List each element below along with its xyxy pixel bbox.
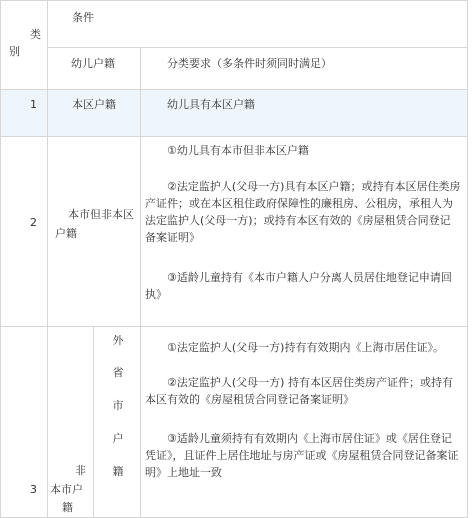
- header-category-cell: [0, 0, 48, 90]
- row1-number: 1: [30, 98, 37, 111]
- row2-requirement-2: ②法定监护人(父母一方)具有本区户籍；或持有本区居住类房产证件；或在本区租住政府保障性的廉租房、公租房，承租人为法定监护人(父母一方)；或持有本区有效的《房屋租赁合同登记备案证明》: [145, 180, 461, 244]
- row2-requirement-3: ③适龄儿童持有《本市户籍人户分离人员居住地登记申请回执》: [145, 271, 452, 301]
- row3-subtype-char: 外: [112, 334, 124, 347]
- row3-number-cell: [0, 326, 48, 518]
- row3-subtype-char: 市: [112, 399, 124, 412]
- row3-subtype-char: 籍: [112, 465, 124, 478]
- row3-number: 3: [30, 483, 37, 496]
- header-requirements: 分类要求（多条件时须同时满足）: [167, 57, 332, 70]
- row1-number-cell: [0, 89, 48, 137]
- row1-requirement: 幼儿具有本区户籍: [167, 98, 255, 111]
- row3-subtype-char: 省: [112, 366, 124, 379]
- row2-registration-line2: 户籍: [55, 227, 77, 240]
- header-category-top: 类: [30, 28, 41, 41]
- header-registration: 幼儿户籍: [71, 57, 115, 70]
- row3-requirement-1: ①法定监护人(父母一方)持有有效期内《上海市居住证》。: [167, 341, 444, 354]
- row2-requirement-1: ①幼儿具有本市但非本区户籍: [167, 144, 309, 157]
- row3-registration-line1: 非: [75, 464, 86, 477]
- row1-registration: 本区户籍: [72, 98, 116, 111]
- header-conditions-cell: [47, 0, 468, 48]
- header-conditions: 条件: [72, 11, 94, 24]
- row2-registration-line1: 本市但非本区: [68, 208, 134, 221]
- header-category-bottom: 别: [9, 45, 20, 58]
- row2-number-cell: [0, 136, 48, 327]
- row3-registration-line3: 籍: [62, 501, 73, 514]
- row3-requirement-3: ③适龄儿童须持有有效期内《上海市居住证》或《居住登记凭证》，且证件上居住地址与房产证或《房屋租赁合同登记备案证明》上地址一致: [145, 432, 459, 479]
- row3-requirement-2: ②法定监护人(父母一方) 持有本区居住类房产证件；或持有本区有效的《房屋租赁合同登记备案证明》: [145, 376, 453, 406]
- row3-subtype-char: 户: [112, 432, 124, 445]
- row3-registration-line2: 本市户: [50, 483, 83, 496]
- row2-number: 2: [30, 216, 37, 229]
